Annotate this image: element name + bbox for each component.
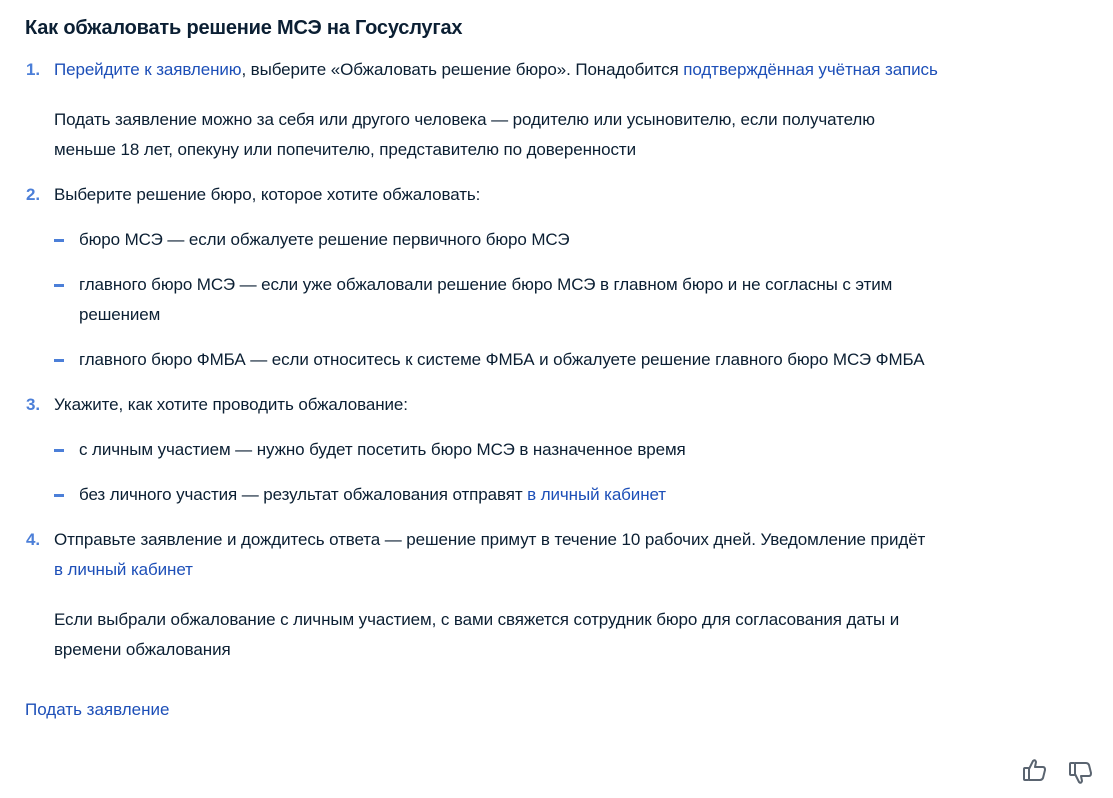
bullet-item <box>54 480 666 510</box>
dash-icon <box>54 494 64 497</box>
application-link[interactable]: Перейдите к заявлению <box>54 60 242 79</box>
bullet-item <box>54 225 570 255</box>
personal-account-link[interactable]: в личный кабинет <box>54 560 193 579</box>
step-text: Выберите решение бюро, которое хотите обжаловать: <box>54 185 481 204</box>
note-line: Подать заявление можно за себя или другого человека — родителю или усыновителю, если получателю <box>54 110 875 129</box>
bullet-item <box>54 435 686 465</box>
step-4 <box>26 525 926 585</box>
bullet-text: с личным участием — нужно будет посетить бюро МСЭ в назначенное время <box>79 440 686 459</box>
step-text: Укажите, как хотите проводить обжалование: <box>54 395 408 414</box>
bullet-text: решением <box>79 305 161 324</box>
step-3 <box>26 390 408 420</box>
step-2 <box>26 180 481 210</box>
dash-icon <box>54 284 64 287</box>
note-line: времени обжалования <box>54 640 231 659</box>
step-1-note <box>54 105 875 165</box>
bullet-text: бюро МСЭ — если обжалуете решение первичного бюро МСЭ <box>79 230 570 249</box>
step-text: Отправьте заявление и дождитесь ответа — решение примут в течение 10 рабочих дней. Уведомление придёт <box>54 530 926 549</box>
bullet-text-part: без личного участия — результат обжалования отправят <box>79 485 528 504</box>
submit-application-link[interactable]: Подать заявление <box>25 700 170 719</box>
step-text: , выберите «Обжаловать решение бюро». Понадобится <box>241 60 684 79</box>
bullet-item <box>54 345 924 375</box>
step-number: 4. <box>26 530 40 549</box>
dash-icon <box>54 449 64 452</box>
bullet-text: главного бюро ФМБА — если относитесь к системе ФМБА и обжалуете решение главного бюро МСЭ ФМБА <box>79 350 925 369</box>
verified-account-link[interactable]: подтверждённая учётная запись <box>683 60 938 79</box>
bullet-item <box>54 270 892 330</box>
bullet-text: главного бюро МСЭ — если уже обжаловали решение бюро МСЭ в главном бюро и не согласны с этим <box>79 275 893 294</box>
note-line: меньше 18 лет, опекуну или попечителю, представителю по доверенности <box>54 140 636 159</box>
step-number: 3. <box>26 395 40 414</box>
bullet-text <box>79 480 666 510</box>
step-number: 2. <box>26 185 40 204</box>
step-1 <box>26 55 938 85</box>
page-title: Как обжаловать решение МСЭ на Госуслугах <box>25 17 463 39</box>
note-line: Если выбрали обжалование с личным участием, с вами свяжется сотрудник бюро для согласования даты и <box>54 610 900 629</box>
thumbs-up-icon[interactable] <box>1022 757 1048 783</box>
dash-icon <box>54 359 64 362</box>
dash-icon <box>54 239 64 242</box>
personal-account-link[interactable]: в личный кабинет <box>527 485 666 504</box>
step-number: 1. <box>26 60 40 79</box>
thumbs-down-icon[interactable] <box>1068 760 1094 786</box>
step-4-note <box>54 605 899 665</box>
